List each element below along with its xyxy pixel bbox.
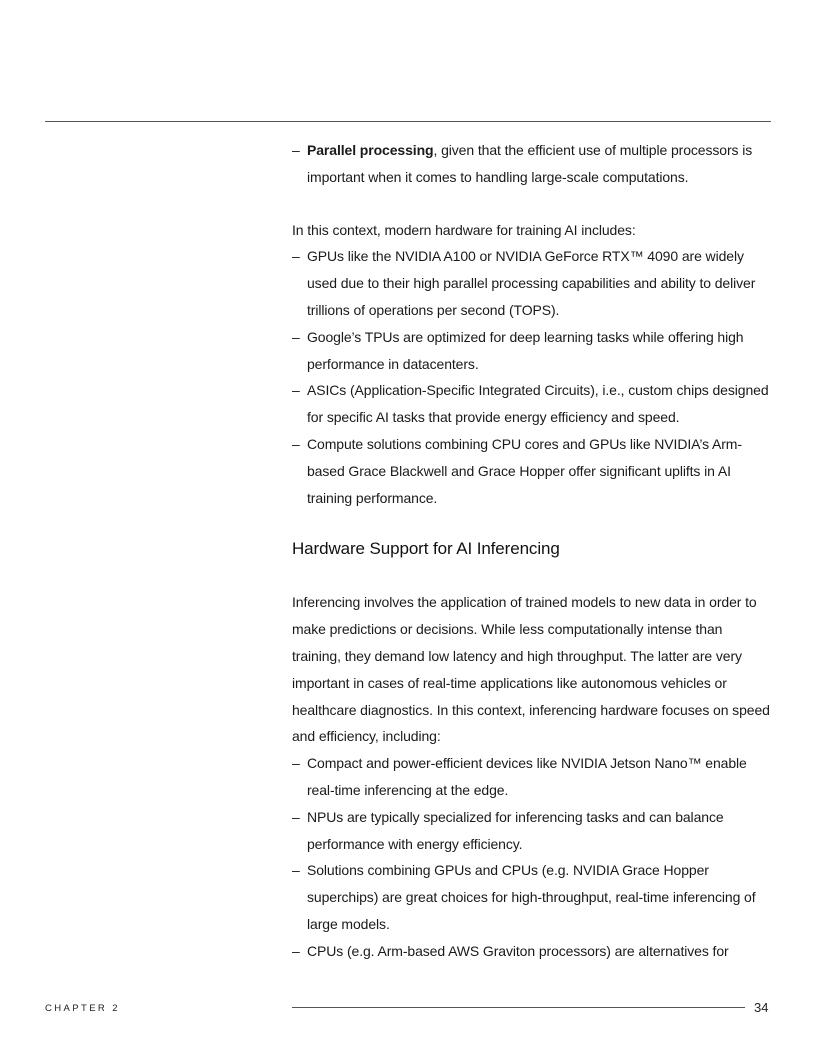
list-item-bold-term: Parallel processing — [307, 142, 434, 158]
inference-hardware-list — [292, 750, 772, 964]
list-item — [292, 804, 772, 858]
list-dash: – — [292, 382, 300, 399]
list-dash: – — [292, 862, 300, 879]
list-item — [292, 324, 772, 378]
list-item-text: ASICs (Application-Specific Integrated Circuits), i.e., custom chips designed for specific AI tasks that provide energy efficiency and speed. — [307, 382, 769, 426]
list-item-text: Compact and power-efficient devices like NVIDIA Jetson Nano™ enable real-time inferencing at the edge. — [307, 755, 747, 798]
list-dash: – — [292, 248, 300, 265]
list-item — [292, 377, 772, 431]
list-item — [292, 857, 772, 937]
training-intro: In this context, modern hardware for training AI includes: — [292, 221, 636, 238]
page-number: 34 — [754, 1000, 769, 1015]
processing-list — [292, 137, 772, 191]
training-hardware-list — [292, 243, 772, 511]
list-dash: – — [292, 755, 300, 772]
list-dash: – — [292, 942, 300, 959]
inference-paragraph: Inferencing involves the application of trained models to new data in order to make predictions or decisions. While less computationally intense than training, they demand low latency and high throughput. The latter are very important in cases of real-time applications like autonomous vehicles or healthcare diagnostics. In this context, inferencing hardware focuses on speed and efficiency, including: — [292, 594, 770, 745]
list-item — [292, 750, 772, 804]
section-heading: Hardware Support for AI Inferencing — [292, 539, 560, 559]
footer-divider — [292, 1007, 745, 1008]
list-item — [292, 137, 772, 191]
list-dash: – — [292, 328, 300, 345]
heading-spacer — [292, 561, 772, 589]
list-item — [292, 431, 772, 511]
list-dash: – — [292, 808, 300, 825]
list-item-text: Google’s TPUs are optimized for deep learning tasks while offering high performance in datacenters. — [307, 328, 744, 372]
list-dash: – — [292, 142, 300, 158]
list-item-text: , given that the efficient use of multiple processors is important when it comes to handling large-scale computations. — [307, 142, 753, 185]
heading-spacer — [292, 511, 772, 537]
list-item-text: NPUs are typically specialized for inferencing tasks and can balance performance with energy efficiency. — [307, 808, 724, 852]
list-item — [292, 938, 772, 965]
list-item-text: Compute solutions combining CPU cores and GPUs like NVIDIA’s Arm-based Grace Blackwell and Grace Hopper offer significant uplifts in AI training performance. — [307, 435, 742, 506]
list-item-text: CPUs (e.g. Arm-based AWS Graviton processors) are alternatives for — [307, 942, 729, 959]
footer-chapter-label: CHAPTER 2 — [45, 1003, 120, 1014]
list-item-text: GPUs like the NVIDIA A100 or NVIDIA GeForce RTX™ 4090 are widely used due to their high parallel processing capabilities and ability to deliver trillions of operations per second (TOPS). — [307, 248, 756, 318]
body-content — [292, 137, 772, 965]
paragraph-spacer — [292, 191, 772, 217]
list-item — [292, 243, 772, 323]
list-item-text: Solutions combining GPUs and CPUs (e.g. NVIDIA Grace Hopper superchips) are great choices for high-throughput, real-time inferencing of large models. — [307, 862, 756, 932]
header-divider — [45, 121, 771, 122]
list-dash: – — [292, 435, 300, 452]
